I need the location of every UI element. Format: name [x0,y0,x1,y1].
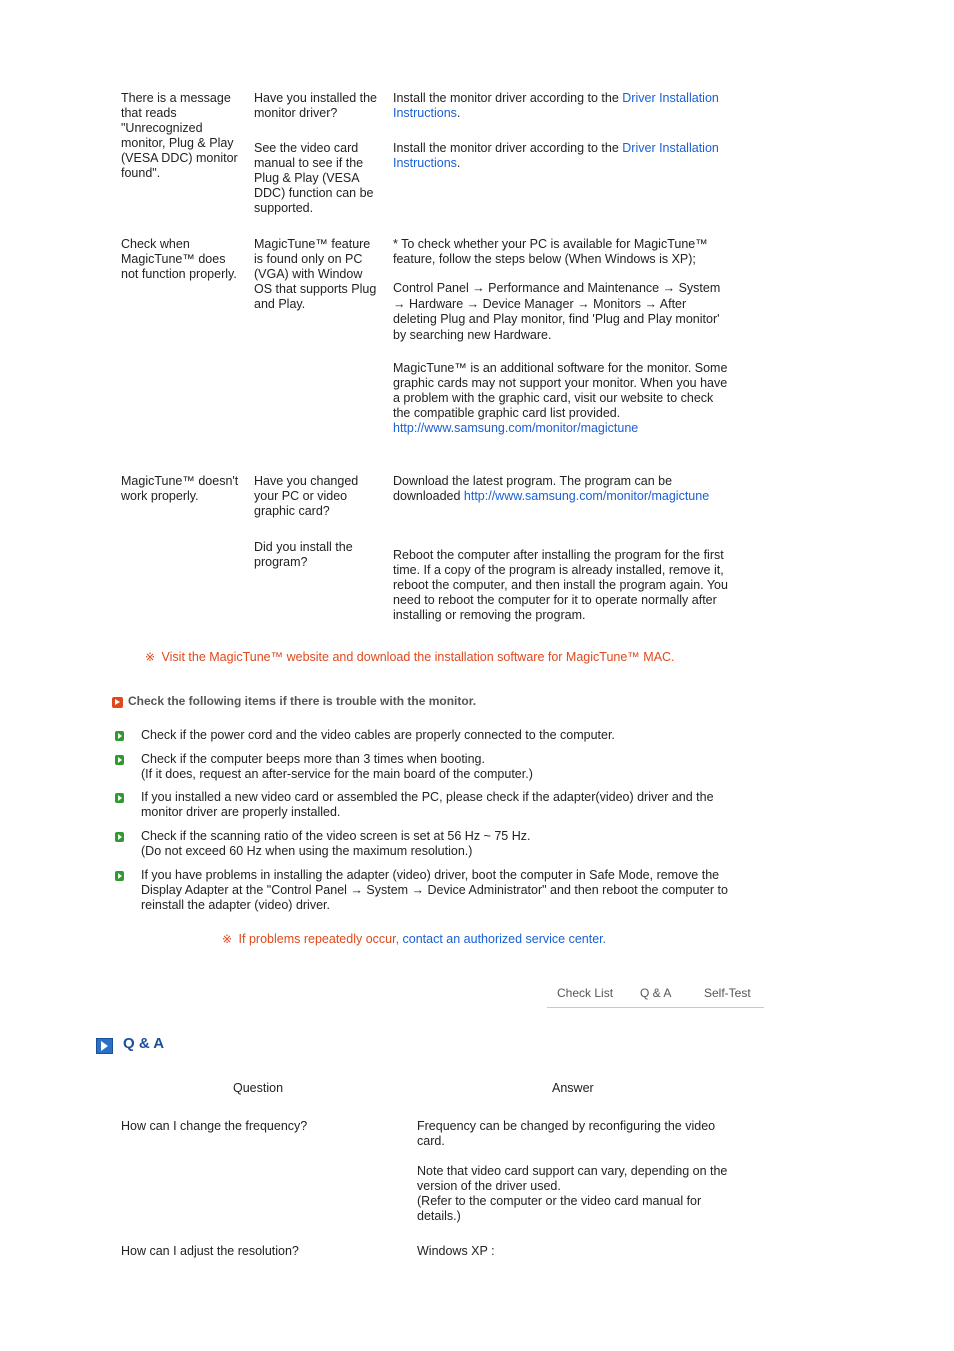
arrow-box-icon [96,1038,113,1054]
table-row-check: MagicTune™ feature is found only on PC (VGA) with Window OS that supports Plug and Play. [254,237,377,311]
driver-install-link[interactable]: Driver Installation Instructions [393,141,719,170]
list-item: Check if the scanning ratio of the video screen is set at 56 Hz ~ 75 Hz. (Do not exceed 60 Hz when using the maximum resolution.) [141,829,531,858]
bullet-icon [115,731,124,741]
list-item: Check if the computer beeps more than 3 times when booting. (If it does, request an after-service for the main board of the computer.) [141,752,533,781]
table-row-problem: There is a message that reads "Unrecognized monitor, Plug & Play (VESA DDC) monitor found". [121,91,238,180]
service-center-link[interactable]: contact an authorized service center. [402,932,607,946]
arrow-box-icon [112,697,123,708]
magictune-link[interactable]: http://www.samsung.com/monitor/magictune [463,489,710,503]
list-item: If you have problems in installing the adapter (video) driver, boot the computer in Safe Mode, remove the Display Adapter at the "Control Panel → System → Device Administrator" and then reboot the computer to reinstall the adapter (video) driver. [141,868,728,912]
table-row-problem: Check when MagicTune™ does not function properly. [121,237,237,281]
table-row-problem: MagicTune™ doesn't work properly. [121,474,239,503]
driver-install-link[interactable]: Driver Installation Instructions [393,91,719,120]
list-item: Check if the power cord and the video cables are properly connected to the computer. [141,728,615,742]
magictune-link[interactable]: http://www.samsung.com/monitor/magictune [393,421,639,435]
qa-question: How can I change the frequency? [121,1119,308,1133]
bullet-icon [115,832,124,842]
tab-check-list[interactable]: Check List [557,986,614,1000]
table-row-solution: Install the monitor driver according to the Driver Installation Instructions. Install the monitor driver according to the Driver Installation Instructions. [393,91,719,170]
nav-divider [547,1007,764,1008]
qa-title: Q & A [123,1035,165,1052]
qa-answer: Windows XP : [417,1244,495,1258]
service-note: ※ If problems repeatedly occur, contact an authorized service center. [222,932,607,946]
qa-answer: Frequency can be changed by reconfiguring the video card. Note that video card support can vary, depending on the version of the driver used. (Refer to the computer or the video card manual for details.) [417,1119,728,1223]
qa-column-header-question: Question [233,1081,284,1095]
table-row-check: Have you changed your PC or video graphic card? Did you install the program? [254,474,359,569]
qa-column-header-answer: Answer [552,1081,594,1095]
qa-question: How can I adjust the resolution? [121,1244,299,1258]
reference-mark-icon: ※ [222,932,233,946]
tab-self-test[interactable]: Self-Test [704,986,751,1000]
bullet-icon [115,755,124,765]
table-row-solution: * To check whether your PC is available for MagicTune™ feature, follow the steps below (When Windows is XP); Control Panel → Performance and Maintenance → System → Hardware → Device Manager → Monitors → After deleting Plug and Play monitor, find 'Plug and Play monitor' by searching new Hardware. MagicTune™ is an additional software for the monitor. Some graphic cards may not support your monitor. When you have a problem with the graphic card, visit our website to check the compatible graphic card list provided. http://www.samsung.com/monitor/magictune [393,237,733,436]
table-row-solution: Reboot the computer after installing the program for the first time. If a copy of the program is already installed, remove it, reboot the computer, and then install the program again. You need to reboot the computer for it to operate normally after installing or removing the program. [393,548,728,622]
magictune-mac-note: ※ Visit the MagicTune™ website and download the installation software for MagicTune™ MAC. [145,650,675,664]
bullet-icon [115,871,124,881]
reference-mark-icon: ※ [145,650,156,664]
table-row-solution: Download the latest program. The program can be downloaded http://www.samsung.com/monitor/magictune [393,474,710,503]
checklist-heading: Check the following items if there is trouble with the monitor. [128,694,477,708]
tab-qa[interactable]: Q & A [640,986,672,1000]
list-item: If you installed a new video card or assembled the PC, please check if the adapter(video) driver and the monitor driver are properly installed. [141,790,714,819]
bullet-icon [115,793,124,803]
table-row-check: Have you installed the monitor driver? See the video card manual to see if the Plug & Play (VESA DDC) function can be supported. [254,91,377,215]
